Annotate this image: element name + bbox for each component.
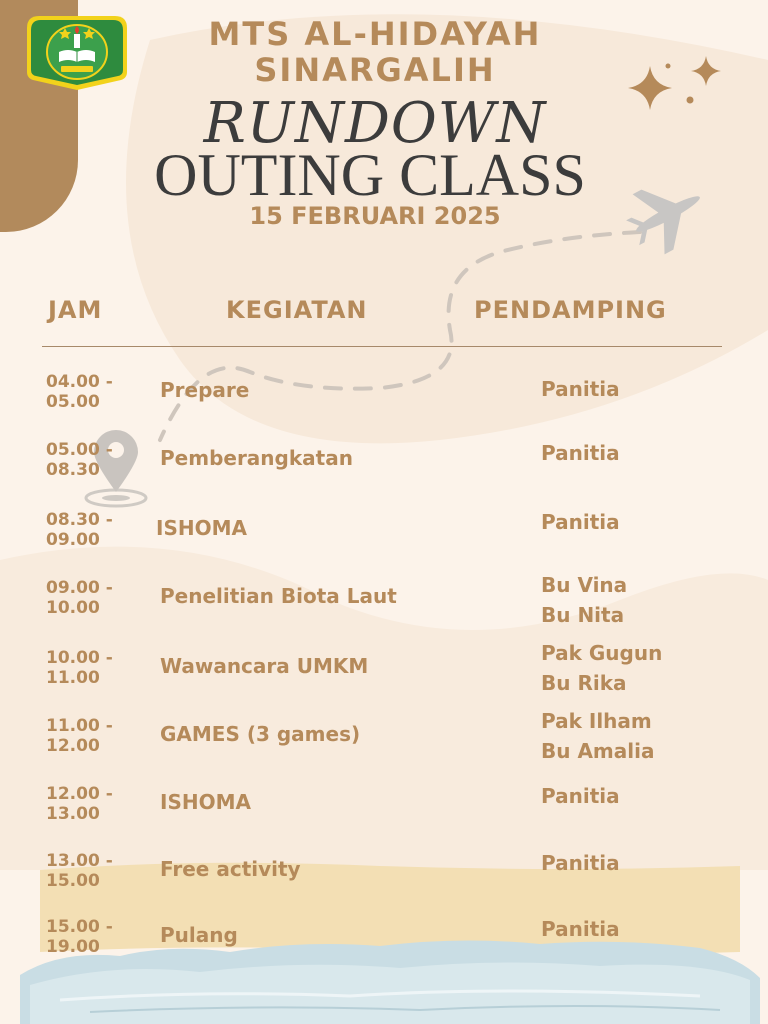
time-range: 15.00 - 19.00 xyxy=(46,917,113,957)
time-range: 13.00 - 15.00 xyxy=(46,851,113,891)
activity: Wawancara UMKM xyxy=(160,654,369,678)
time-range: 12.00 - 13.00 xyxy=(46,784,113,824)
column-header-pendamping: PENDAMPING xyxy=(474,296,667,324)
event-date: 15 FEBRUARI 2025 xyxy=(249,202,501,230)
companions: Panitia xyxy=(541,917,620,941)
activity: Pemberangkatan xyxy=(160,446,353,470)
school-logo xyxy=(25,14,129,90)
activity: ISHOMA xyxy=(156,516,247,540)
activity: Pulang xyxy=(160,923,238,947)
title-rundown: RUNDOWN xyxy=(203,91,547,156)
activity: Free activity xyxy=(160,857,301,881)
time-range: 04.00 - 05.00 xyxy=(46,372,113,412)
time-range: 08.30 - 09.00 xyxy=(46,510,113,550)
activity: Penelitian Biota Laut xyxy=(160,584,397,608)
companions: Pak Gugun Bu Rika xyxy=(541,641,663,695)
companions: Panitia xyxy=(541,784,620,808)
companions: Pak Ilham Bu Amalia xyxy=(541,709,655,763)
companions: Panitia xyxy=(541,851,620,875)
activity: GAMES (3 games) xyxy=(160,722,361,746)
companions: Panitia xyxy=(541,441,620,465)
time-range: 09.00 - 10.00 xyxy=(46,578,113,618)
header-divider xyxy=(42,346,722,347)
time-range: 11.00 - 12.00 xyxy=(46,716,113,756)
companions: Panitia xyxy=(541,377,620,401)
column-header-kegiatan: KEGIATAN xyxy=(226,296,368,324)
activity: Prepare xyxy=(160,378,250,402)
activity: ISHOMA xyxy=(160,790,251,814)
time-range: 10.00 - 11.00 xyxy=(46,648,113,688)
time-range: 05.00 - 08.30 xyxy=(46,440,113,480)
school-name-line2: SINARGALIH xyxy=(254,51,496,89)
title-outing-class: OUTING CLASS xyxy=(154,142,586,208)
companions: Panitia xyxy=(541,510,620,534)
companions: Bu Vina Bu Nita xyxy=(541,573,628,627)
column-header-jam: JAM xyxy=(48,296,103,324)
school-name-line1: MTS AL-HIDAYAH xyxy=(208,15,542,53)
